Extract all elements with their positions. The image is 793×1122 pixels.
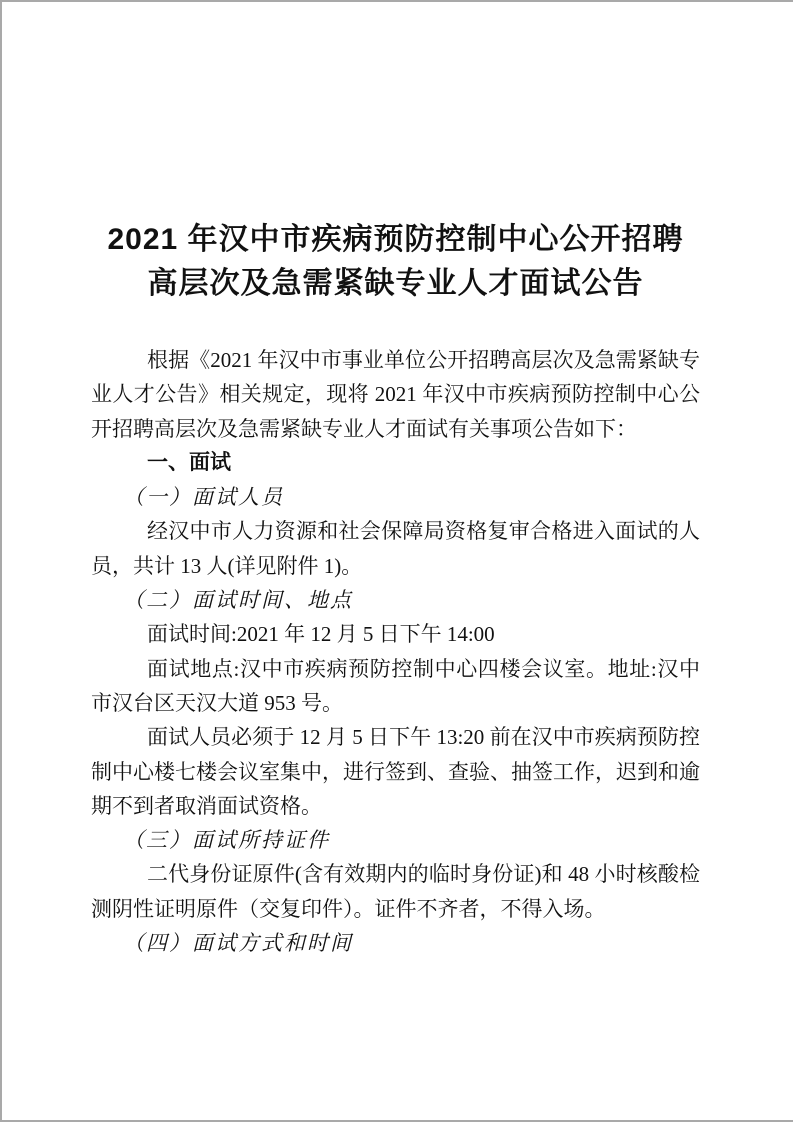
document-title xyxy=(91,218,700,306)
subsection-heading-candidates: （一）面试人员 xyxy=(123,485,284,510)
documents-paragraph: 二代身份证原件(含有效期内的临时身份证)和 48 小时核酸检测阴性证明原件（交复印件）。证件不齐者，不得入场。 xyxy=(91,862,700,921)
intro-paragraph: 根据《2021 年汉中市事业单位公开招聘高层次及急需紧缺专业人才公告》相关规定，现将 2021 年汉中市疾病预防控制中心公开招聘高层次及急需紧缺专业人才面试有关事项公告如下： xyxy=(91,348,700,441)
subsection-heading-documents: （三）面试所持证件 xyxy=(123,828,330,853)
document-title-line-2: 高层次及急需紧缺专业人才面试公告 xyxy=(147,267,644,300)
document-content xyxy=(91,218,700,960)
candidates-paragraph: 经汉中市人力资源和社会保障局资格复审合格进入面试的人员，共计 13 人(详见附件 1)。 xyxy=(91,519,700,578)
document-title-line-1: 2021 年汉中市疾病预防控制中心公开招聘 xyxy=(107,223,684,256)
section-heading-interview: 一、面试 xyxy=(147,450,231,474)
assembly-note-paragraph: 面试人员必须于 12 月 5 日下午 13:20 前在汉中市疾病预防控制中心楼七楼会议室集中，进行签到、查验、抽签工作，迟到和逾期不到者取消面试资格。 xyxy=(91,725,700,818)
interview-time-line: 面试时间:2021 年 12 月 5 日下午 14:00 xyxy=(147,622,495,647)
interview-place-paragraph: 面试地点:汉中市疾病预防控制中心四楼会议室。地址:汉中市汉台区天汉大道 953 号。 xyxy=(91,656,700,715)
subsection-heading-time-place: （二）面试时间、地点 xyxy=(123,588,353,613)
subsection-heading-method-time: （四）面试方式和时间 xyxy=(123,931,353,956)
